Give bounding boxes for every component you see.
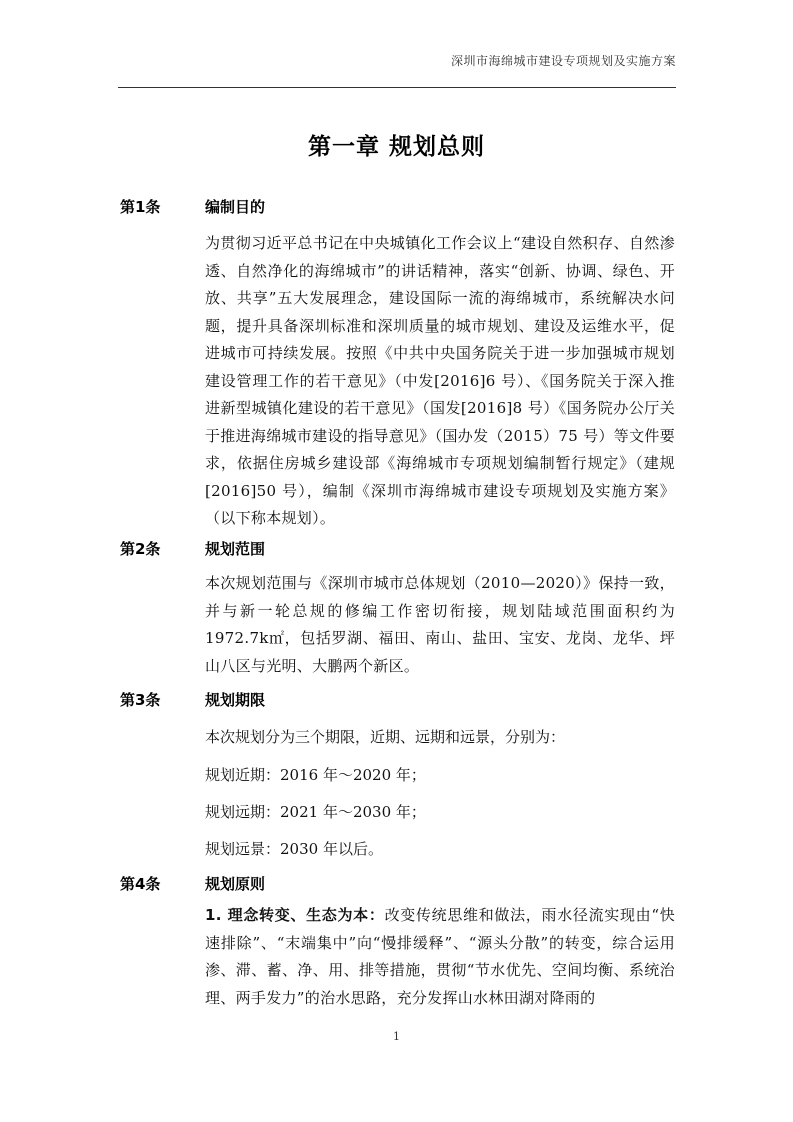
period-line: 规划近期：2016 年～2020 年； xyxy=(205,766,426,784)
article-title: 规划范围 xyxy=(205,540,266,558)
article-title: 编制目的 xyxy=(205,198,266,216)
article-number: 第4条 xyxy=(120,875,161,893)
period-line: 规划远期：2021 年～2030 年； xyxy=(205,803,426,821)
period-intro: 本次规划分为三个期限，近期、远期和远景，分别为： xyxy=(205,728,566,746)
article-number: 第2条 xyxy=(120,540,161,558)
header-divider xyxy=(118,87,676,88)
article-paragraph: 本次规划范围与《深圳市城市总体规划（2010—2020）》保持一致，并与新一轮总规的修编工作密切衔接，规划陆域范围面积约为1972.7k㎡，包括罗湖、福田、南山、盐田、宝安、龙岗、龙华、坪山八区与光明、大鹏两个新区。 xyxy=(205,574,675,675)
principle-text: 改变传统思维和做法，雨水径流实现由“快速排除”、“末端集中”向“慢排缓释”、“源头分散”的转变，综合运用渗、滞、蓄、净、用、排等措施，贯彻“节水优先、空间均衡、系统治理、两手发力”的治水思路，充分发挥山水林田湖对降雨的 xyxy=(205,906,675,1007)
article-number: 第1条 xyxy=(120,198,161,216)
article-title: 规划期限 xyxy=(205,691,266,709)
article-paragraph: 为贯彻习近平总书记在中央城镇化工作会议上“建设自然积存、自然渗透、自然净化的海绵城市”的讲话精神，落实“创新、协调、绿色、开放、共享”五大发展理念，建设国际一流的海绵城市，系统解决水问题，提升具备深圳标准和深圳质量的城市规划、建设及运维水平，促进城市可持续发展。按照《中共中央国务院关于进一步加强城市规划建设管理工作的若干意见》（中发[2016]6 号）、《国务院关于深入推进新型城镇化建设的若干意见》（国发[2016]8 号）《国务院办公厅关于推进海绵城市建设的指导意见》（国办发（2015）75 号）等文件要求，依据住房城乡建设部《海绵城市专项规划编制暂行规定》（建规[2016]50 号），编制《深圳市海绵城市建设专项规划及实施方案》（以下称本规划）。 xyxy=(205,234,675,527)
principle-paragraph xyxy=(205,902,675,1012)
article-title: 规划原则 xyxy=(205,875,266,893)
chapter-title: 第一章 规划总则 xyxy=(307,134,485,160)
principle-lead: 1. 理念转变、生态为本： xyxy=(205,906,385,924)
page-number: 1 xyxy=(393,1030,400,1043)
article-number: 第3条 xyxy=(120,691,161,709)
running-header: 深圳市海绵城市建设专项规划及实施方案 xyxy=(450,54,676,68)
period-line: 规划远景：2030 年以后。 xyxy=(205,840,383,858)
